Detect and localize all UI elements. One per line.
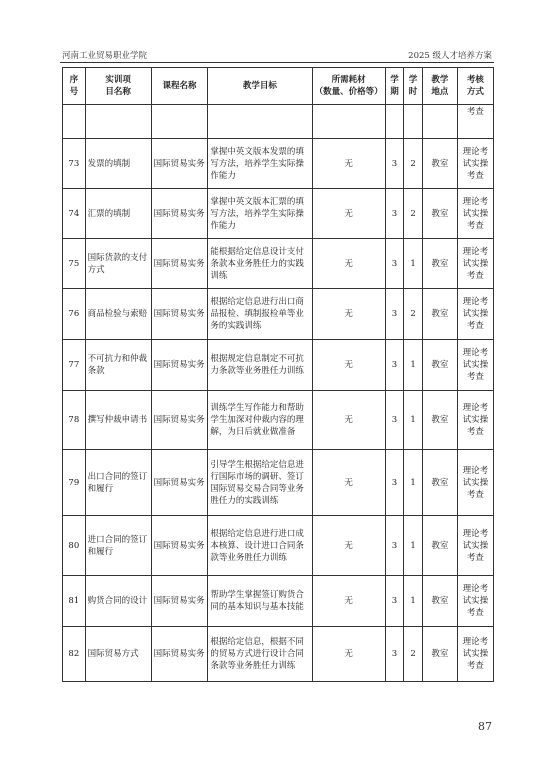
- row-no: 77: [63, 340, 86, 391]
- table-row: [63, 516, 494, 576]
- row-materials: 无: [312, 139, 385, 189]
- row-project: 购货合同的设计: [85, 576, 151, 627]
- row-goal: 训练学生写作能力和帮助学生加深对仲裁内容的理解，为日后就业做准备: [208, 391, 312, 450]
- row-project: 商品检验与索赔: [85, 289, 151, 340]
- row-term: 3: [385, 239, 404, 289]
- col-header-goal: 教学目标: [208, 68, 312, 105]
- row-assessment: 理论考试实操考查: [457, 576, 493, 627]
- row-location: 教室: [422, 289, 457, 340]
- row-goal: 能根据给定信息设计支付条款本业务胜任力的实践训练: [208, 239, 312, 289]
- row-goal: 帮助学生掌握签订购货合同的基本知识与基本技能: [208, 576, 312, 627]
- row-no: 76: [63, 289, 86, 340]
- row-materials: 无: [312, 189, 385, 239]
- table-header-row: [63, 68, 494, 105]
- row-course: 国际贸易实务: [151, 391, 208, 450]
- row-materials: 无: [312, 450, 385, 516]
- row-course: 国际贸易实务: [151, 189, 208, 239]
- row-location: 教室: [422, 576, 457, 627]
- row-course: 国际贸易实务: [151, 576, 208, 627]
- row-hours: 1: [404, 516, 423, 576]
- row-location: 教室: [422, 516, 457, 576]
- row-hours: 1: [404, 576, 423, 627]
- row-goal: 掌握中英文版本发票的填写方法，培养学生实际操作能力: [208, 139, 312, 189]
- row-course: 国际贸易实务: [151, 239, 208, 289]
- row-term: 3: [385, 516, 404, 576]
- row-project: 发票的填制: [85, 139, 151, 189]
- row-hours: 2: [404, 189, 423, 239]
- row-materials: 无: [312, 340, 385, 391]
- row-course: 国际贸易实务: [151, 289, 208, 340]
- col-header-materials: 所需耗材 （数量、价格等）: [312, 68, 385, 105]
- continuation-row: [63, 105, 494, 139]
- row-assessment: 理论考试实操考查: [457, 391, 493, 450]
- row-assessment: 理论考试实操考查: [457, 627, 493, 682]
- row-goal: 根据给定信息进行出口商品报检、填制报检单等业务的实践训练: [208, 289, 312, 340]
- row-assessment: 理论考试实操考查: [457, 139, 493, 189]
- row-assessment: 理论考试实操考查: [457, 289, 493, 340]
- row-project: 国际贸易方式: [85, 627, 151, 682]
- row-course: 国际贸易实务: [151, 340, 208, 391]
- row-assessment: 理论考试实操考查: [457, 450, 493, 516]
- row-hours: 1: [404, 391, 423, 450]
- col-header-no: 序 号: [63, 68, 86, 105]
- row-materials: 无: [312, 239, 385, 289]
- header-rule: [60, 62, 494, 63]
- row-hours: 1: [404, 340, 423, 391]
- row-term: 3: [385, 139, 404, 189]
- row-assessment: 理论考试实操考查: [457, 239, 493, 289]
- row-term: 3: [385, 189, 404, 239]
- row-course: 国际贸易实务: [151, 516, 208, 576]
- row-hours: 2: [404, 289, 423, 340]
- row-term: 3: [385, 576, 404, 627]
- row-location: 教室: [422, 340, 457, 391]
- row-location: 教室: [422, 627, 457, 682]
- row-location: 教室: [422, 189, 457, 239]
- row-no: 73: [63, 139, 86, 189]
- page-number: 87: [478, 720, 492, 733]
- row-materials: 无: [312, 516, 385, 576]
- row-term: 3: [385, 289, 404, 340]
- row-no: 80: [63, 516, 86, 576]
- row-goal: 根据给定信息，根据不同的贸易方式进行设计合同条款等业务胜任力训练: [208, 627, 312, 682]
- row-hours: 2: [404, 627, 423, 682]
- row-materials: 无: [312, 391, 385, 450]
- row-course: 国际贸易实务: [151, 139, 208, 189]
- table-row: [63, 239, 494, 289]
- training-table: [62, 67, 494, 682]
- row-location: 教室: [422, 239, 457, 289]
- row-location: 教室: [422, 139, 457, 189]
- col-header-course: 课程名称: [151, 68, 208, 105]
- col-header-project: 实训项 目名称: [85, 68, 151, 105]
- col-header-hours: 学 时: [404, 68, 423, 105]
- row-project: 不可抗力和仲裁条款: [85, 340, 151, 391]
- header-doc-title: 2025 级人才培养方案: [408, 51, 492, 61]
- table-row: [63, 340, 494, 391]
- row-project: 进口合同的签订和履行: [85, 516, 151, 576]
- table-row: [63, 189, 494, 239]
- row-goal: 根据规定信息制定不可抗力条款等业务胜任力训练: [208, 340, 312, 391]
- row-goal: 掌握中英文版本汇票的填写方法，培养学生实际操作能力: [208, 189, 312, 239]
- row-goal: 引导学生根据给定信息进行国际市场的调研、签订国际贸易交易合同等业务胜任力的实践训练: [208, 450, 312, 516]
- table-row: [63, 576, 494, 627]
- row-materials: 无: [312, 289, 385, 340]
- table-row: [63, 450, 494, 516]
- row-hours: 1: [404, 450, 423, 516]
- row-term: 3: [385, 627, 404, 682]
- row-location: 教室: [422, 391, 457, 450]
- row-materials: 无: [312, 627, 385, 682]
- col-header-term: 学 期: [385, 68, 404, 105]
- row-term: 3: [385, 391, 404, 450]
- row-course: 国际贸易实务: [151, 627, 208, 682]
- row-no: 81: [63, 576, 86, 627]
- row-no: 79: [63, 450, 86, 516]
- col-header-assessment: 考核 方式: [457, 68, 493, 105]
- row-project: 国际货款的支付方式: [85, 239, 151, 289]
- row-goal: 根据给定信息进行进口成本核算、设计进口合同条款等业务胜任力训练: [208, 516, 312, 576]
- row-term: 3: [385, 450, 404, 516]
- table-row: [63, 139, 494, 189]
- row-project: 出口合同的签订和履行: [85, 450, 151, 516]
- row-hours: 1: [404, 239, 423, 289]
- col-header-location: 教学 地点: [422, 68, 457, 105]
- row-no: 78: [63, 391, 86, 450]
- row-term: 3: [385, 340, 404, 391]
- row-assessment: 理论考试实操考查: [457, 340, 493, 391]
- table-row: [63, 627, 494, 682]
- row-project: 撰写仲裁申请书: [85, 391, 151, 450]
- row-no: 75: [63, 239, 86, 289]
- header-school: 河南工业贸易职业学院: [62, 51, 148, 61]
- continuation-cell: 考查: [457, 105, 493, 139]
- table-row: [63, 391, 494, 450]
- row-hours: 2: [404, 139, 423, 189]
- row-course: 国际贸易实务: [151, 450, 208, 516]
- row-assessment: 理论考试实操考查: [457, 516, 493, 576]
- row-no: 74: [63, 189, 86, 239]
- row-project: 汇票的填制: [85, 189, 151, 239]
- row-materials: 无: [312, 576, 385, 627]
- row-assessment: 理论考试实操考查: [457, 189, 493, 239]
- table-row: [63, 289, 494, 340]
- row-location: 教室: [422, 450, 457, 516]
- row-no: 82: [63, 627, 86, 682]
